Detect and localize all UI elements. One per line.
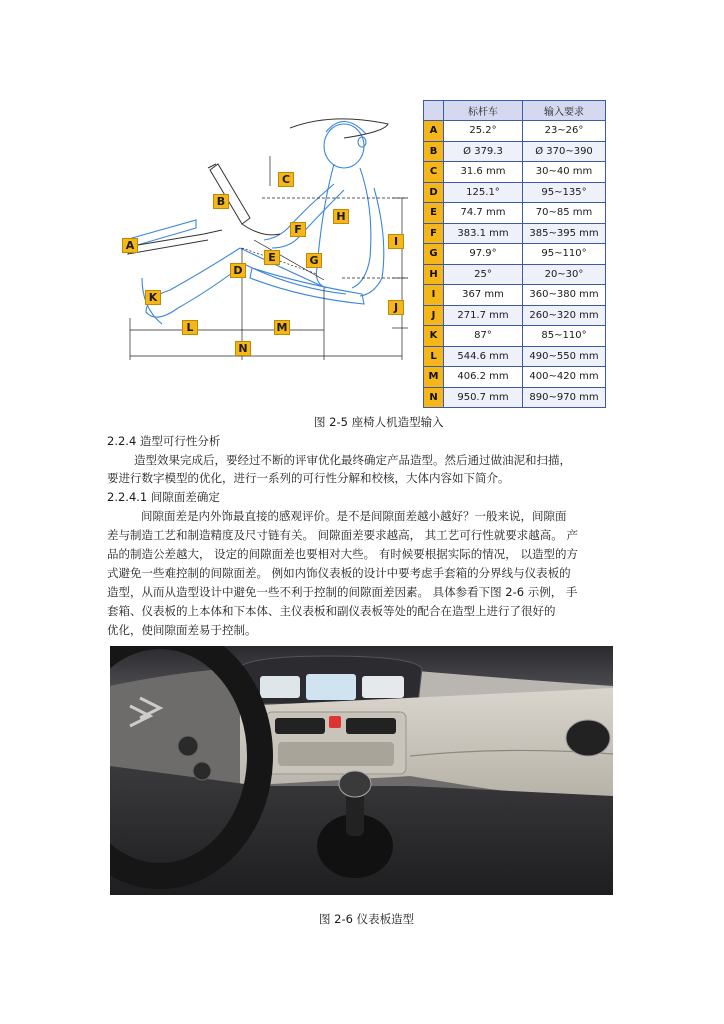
paragraph-1-line-1: 造型效果完成后，要经过不断的评审优化最终确定产品造型。然后通过做油泥和扫描， [134,453,571,467]
table-row [424,346,606,367]
table-cell-benchmark: 74.7 mm [444,203,523,224]
table-cell-key: G [424,244,444,265]
diagram-label-m: M [274,320,290,335]
paragraph-2-line-1: 间隙面差是内外饰最直接的感观评价。是不是间隙面差越小越好？一般来说，间隙面 [141,509,567,523]
paragraph-2-line-3: 品的制造公差越大， 设定的间隙面差也要相对大些。 有时候要根据实际的情况， 以造型的方 [107,547,578,561]
table-cell-benchmark: 383.1 mm [444,223,523,244]
table-row [424,264,606,285]
table-cell-requirement: Ø 370~390 [523,141,606,162]
diagram-label-a: A [122,238,138,253]
table-row [424,326,606,347]
table-cell-key: H [424,264,444,285]
table-cell-benchmark: 25.2° [444,121,523,142]
table-cell-benchmark: 31.6 mm [444,162,523,183]
table-row [424,305,606,326]
seat-ergonomics-drawing [112,98,424,398]
table-header-row [424,101,606,121]
table-cell-requirement: 30~40 mm [523,162,606,183]
seat-ergonomics-diagram [112,98,424,398]
table-cell-requirement: 385~395 mm [523,223,606,244]
section-heading-2-2-4-1: 2.2.4.1 间隙面差确定 [107,490,220,504]
table-cell-key: J [424,305,444,326]
table-cell-key: K [424,326,444,347]
paragraph-2-line-6: 套箱、仪表板的上本体和下本体、主仪表板和副仪表板等处的配合在造型上进行了很好的 [107,604,556,618]
table-row [424,223,606,244]
table-row [424,121,606,142]
figure-2-5-caption: 图 2-5 座椅人机造型输入 [314,415,444,429]
table-cell-benchmark: 367 mm [444,285,523,306]
table-cell-benchmark: 406.2 mm [444,367,523,388]
table-row [424,285,606,306]
table-cell-requirement: 360~380 mm [523,285,606,306]
diagram-label-d: D [230,263,246,278]
table-body [424,121,606,408]
diagram-label-h: H [333,209,349,224]
table-cell-requirement: 20~30° [523,264,606,285]
table-row [424,387,606,408]
table-row [424,141,606,162]
table-header-benchmark: 标杆车 [444,101,523,121]
table-cell-benchmark: 97.9° [444,244,523,265]
diagram-label-k: K [145,290,161,305]
table-cell-requirement: 85~110° [523,326,606,347]
table-cell-key: M [424,367,444,388]
table-cell-requirement: 23~26° [523,121,606,142]
table-cell-benchmark: 25° [444,264,523,285]
diagram-label-j: J [388,300,404,315]
dashboard-photo-drawing [110,646,613,895]
table-cell-key: B [424,141,444,162]
paragraph-2-line-4: 式避免一些难控制的间隙面差。 例如内饰仪表板的设计中要考虑手套箱的分界线与仪表板的 [107,566,571,580]
table-row [424,244,606,265]
diagram-label-f: F [290,222,306,237]
table-row [424,203,606,224]
figure-2-6-caption: 图 2-6 仪表板造型 [319,912,415,926]
table-cell-key: N [424,387,444,408]
table-cell-key: I [424,285,444,306]
diagram-label-n: N [235,341,251,356]
table-cell-key: C [424,162,444,183]
paragraph-2-line-5: 造型，从而从造型设计中避免一些不利于控制的间隙面差因素。 具体参看下图 2-6 示例， 手 [107,585,578,599]
table-cell-key: F [424,223,444,244]
paragraph-2-line-2: 差与制造工艺和制造精度及尺寸链有关。 间隙面差要求越高， 其工艺可行性就要求越高。 产 [107,528,578,542]
table-cell-requirement: 95~110° [523,244,606,265]
table-header-requirement: 输入要求 [523,101,606,121]
diagram-label-e: E [264,250,280,265]
paragraph-1-line-2: 要进行数字模型的优化，进行一系列的可行性分解和校核，大体内容如下简介。 [107,471,510,485]
diagram-label-b: B [213,194,229,209]
table-row [424,162,606,183]
table-cell-requirement: 490~550 mm [523,346,606,367]
table-cell-benchmark: 271.7 mm [444,305,523,326]
dashboard-photo [110,646,613,895]
table-row [424,367,606,388]
table-cell-benchmark: 87° [444,326,523,347]
paragraph-2-line-7: 优化，使间隙面差易于控制。 [107,623,257,637]
diagram-label-i: I [388,234,404,249]
table-cell-requirement: 260~320 mm [523,305,606,326]
table-cell-key: L [424,346,444,367]
table-row [424,182,606,203]
table-cell-key: D [424,182,444,203]
diagram-label-l: L [182,320,198,335]
table-cell-benchmark: Ø 379.3 [444,141,523,162]
diagram-label-g: G [306,253,322,268]
table-cell-requirement: 95~135° [523,182,606,203]
table-cell-requirement: 400~420 mm [523,367,606,388]
table-cell-benchmark: 125.1° [444,182,523,203]
table-cell-key: A [424,121,444,142]
table-cell-requirement: 70~85 mm [523,203,606,224]
table-header-key [424,101,444,121]
table-cell-benchmark: 544.6 mm [444,346,523,367]
section-heading-2-2-4: 2.2.4 造型可行性分析 [107,434,221,448]
table-cell-benchmark: 950.7 mm [444,387,523,408]
diagram-label-c: C [278,172,294,187]
seat-parameter-table [423,100,606,408]
table-cell-requirement: 890~970 mm [523,387,606,408]
table-cell-key: E [424,203,444,224]
